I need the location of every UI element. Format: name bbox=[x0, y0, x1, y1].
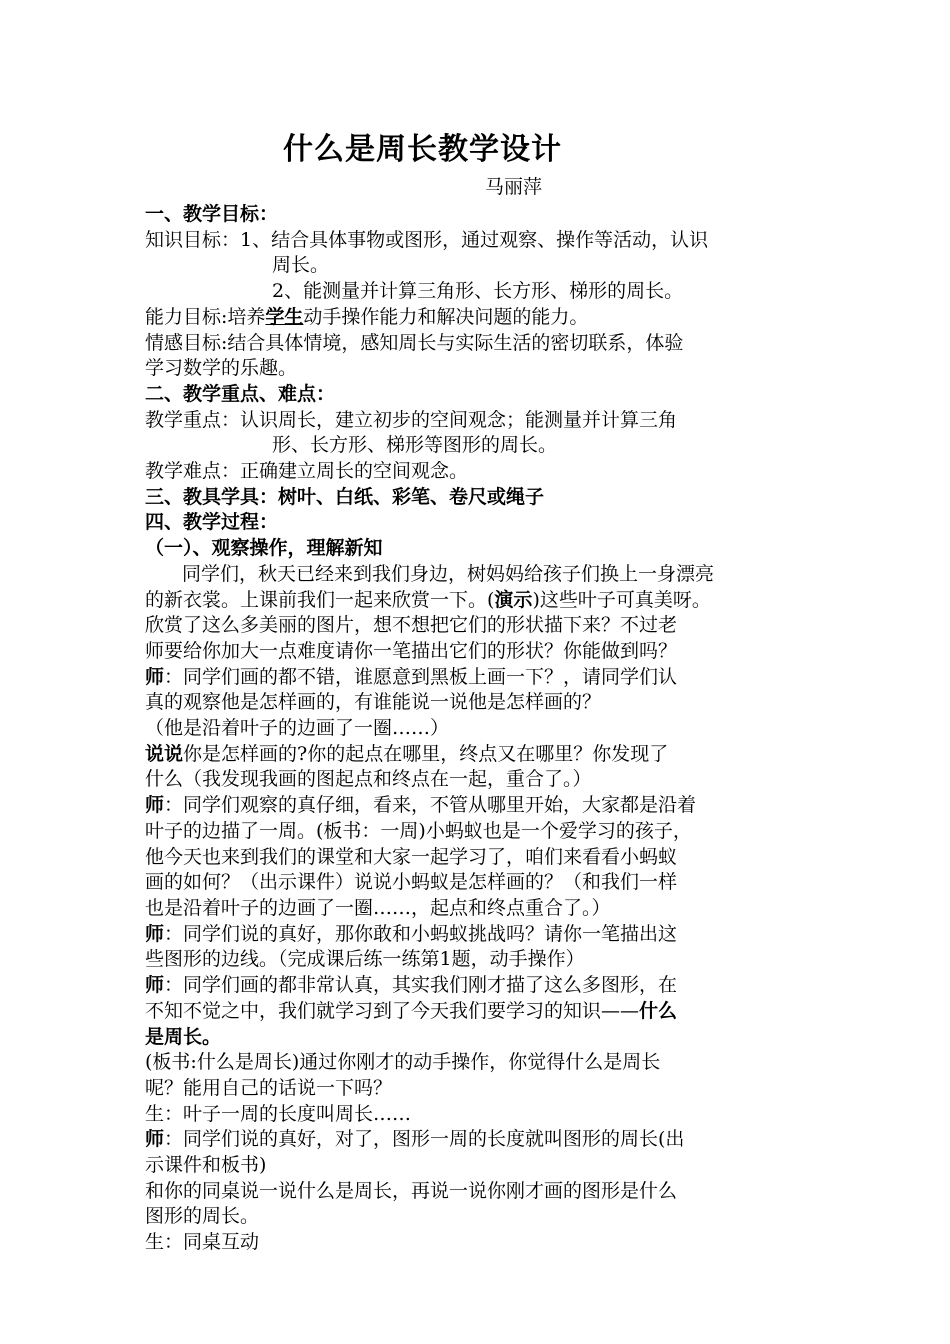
subsection-heading: （一）、观察操作，理解新知 bbox=[145, 537, 383, 560]
text-line: 生：同桌互动 bbox=[145, 1231, 260, 1254]
text-line: 学习数学的乐趣。 bbox=[145, 357, 298, 380]
text-line: 教学重点：认识周长，建立初步的空间观念；能测量并计算三角 bbox=[145, 408, 678, 431]
text-line: 生：叶子一周的长度叫周长…… bbox=[145, 1102, 412, 1125]
text-line: 什么（我发现我画的图起点和终点在一起，重合了。） bbox=[145, 768, 592, 791]
text-line: 师要给你加大一点难度请你一笔描出它们的形状？你能做到吗？ bbox=[145, 639, 678, 662]
text-line: 的新衣裳。上课前我们一起来欣赏一下。(演示)这些叶子可真美呀。 bbox=[145, 588, 711, 611]
section-heading-key-points: 二、教学重点、难点： bbox=[145, 382, 336, 405]
underlined-word: 学生 bbox=[265, 305, 304, 328]
text-line: 能力目标:培养学生动手操作能力和解决问题的能力。 bbox=[145, 305, 589, 328]
text-line: 知识目标：1、结合具体事物或图形，通过观察、操作等活动，认识 bbox=[145, 228, 709, 251]
text-line: 呢？能用自己的话说一下吗？ bbox=[145, 1076, 393, 1099]
section-heading-goals: 一、教学目标： bbox=[145, 203, 279, 225]
text-line: 师：同学们画的都非常认真，其实我们刚才描了这么多图形，在 bbox=[145, 974, 678, 997]
text-line: 示课件和板书) bbox=[145, 1154, 267, 1177]
text-line: 叶子的边描了一周。(板书：一周)小蚂蚁也是一个爱学习的孩子， bbox=[145, 819, 692, 842]
text-line: 是周长。 bbox=[145, 1025, 222, 1048]
text-line: 师：同学们说的真好，那你敢和小蚂蚁挑战吗？请你一笔描出这 bbox=[145, 922, 678, 945]
text-line: 真的观察他是怎样画的，有谁能说一说他是怎样画的？ bbox=[145, 691, 602, 714]
text-line: 周长。 bbox=[272, 254, 330, 277]
text-line: 说说你是怎样画的?你的起点在哪里，终点又在哪里？你发现了 bbox=[145, 742, 669, 765]
section-heading-process: 四、教学过程： bbox=[145, 511, 279, 534]
text-line: 些图形的边线。（完成课后练一练第1题，动手操作） bbox=[145, 948, 585, 971]
text-line: 图形的周长。 bbox=[145, 1205, 260, 1228]
text-line: 形、长方形、梯形等图形的周长。 bbox=[272, 434, 558, 457]
text-line: (板书:什么是周长)通过你刚才的动手操作，你觉得什么是周长 bbox=[145, 1051, 661, 1074]
text-line: 2、能测量并计算三角形、长方形、梯形的周长。 bbox=[272, 280, 684, 303]
text-line: 和你的同桌说一说什么是周长，再说一说你刚才画的图形是什么 bbox=[145, 1179, 678, 1202]
text-line: 画的如何？（出示课件）说说小蚂蚁是怎样画的？（和我们一样 bbox=[145, 871, 678, 894]
text-line: 情感目标:结合具体情境，感知周长与实际生活的密切联系，体验 bbox=[145, 331, 684, 354]
text-line: 教学难点：正确建立周长的空间观念。 bbox=[145, 460, 469, 483]
text-line: 不知不觉之中，我们就学习到了今天我们要学习的知识——什么 bbox=[145, 999, 678, 1022]
author-name: 马丽萍 bbox=[485, 176, 543, 198]
text-line: 也是沿着叶子的边画了一圈……，起点和终点重合了。） bbox=[145, 896, 611, 919]
text-line: 同学们，秋天已经来到我们身边，树妈妈给孩子们换上一身漂亮 bbox=[182, 562, 715, 585]
document-body bbox=[145, 128, 815, 1256]
section-heading-materials: 三、教具学具：树叶、白纸、彩笔、卷尺或绳子 bbox=[145, 485, 545, 508]
text-line: 师：同学们说的真好，对了，图形一周的长度就叫图形的周长(出 bbox=[145, 1128, 685, 1151]
text-line: 欣赏了这么多美丽的图片，想不想把它们的形状描下来？不过老 bbox=[145, 614, 678, 637]
text-line: 师：同学们观察的真仔细，看来，不管从哪里开始，大家都是沿着 bbox=[145, 794, 697, 817]
text-line: 师：同学们画的都不错，谁愿意到黑板上画一下？，请同学们认 bbox=[145, 665, 678, 688]
text-line: 他今天也来到我们的课堂和大家一起学习了，咱们来看看小蚂蚁 bbox=[145, 845, 678, 868]
text-line: （他是沿着叶子的边画了一圈……） bbox=[145, 717, 450, 740]
page-title: 什么是周长教学设计 bbox=[283, 132, 562, 167]
